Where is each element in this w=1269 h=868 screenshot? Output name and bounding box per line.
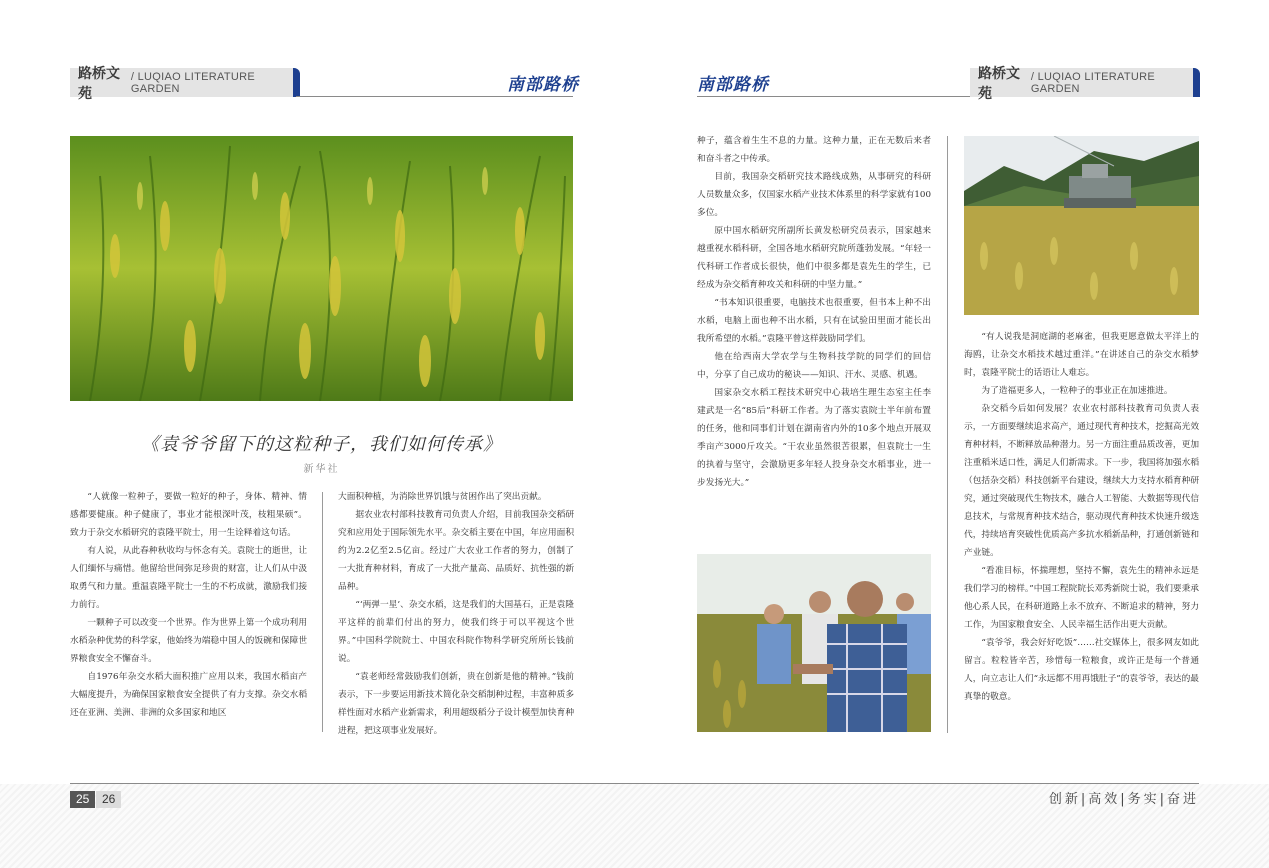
column-divider [322, 492, 323, 732]
left-section-tab-title: 路桥文苑 [78, 65, 120, 102]
left-header-rule [296, 96, 573, 97]
right-section-tab-subtitle: / LUQIAO LITERATURE GARDEN [1030, 70, 1155, 95]
paragraph: “‘两弹一星’、杂交水稻，这是我们的大国基石，正是袁隆平这样的前辈们付出的努力，使我们终于可以平视这个世界。”中国科学院院士、中国农科院作物科学研究所所长钱前说。 [338, 600, 574, 664]
right-section-tab-title: 路桥文苑 [978, 65, 1020, 102]
paragraph: 种子，蕴含着生生不息的力量。这种力量，正在无数后来者和奋斗者之中传承。 [697, 136, 931, 164]
article-column-4 [964, 328, 1199, 706]
harvester-photo [964, 136, 1199, 315]
paragraph: “人就像一粒种子，要做一粒好的种子，身体、精神、情感都要健康。种子健康了，事业才能根深叶茂，枝粗果硕”。致力于杂交水稻研究的袁隆平院士，用一生诠释着这句话。 [70, 492, 307, 538]
footer-rule [70, 783, 1199, 784]
article-column-2 [338, 488, 574, 740]
right-brand-logo: 南部路桥 [697, 75, 769, 95]
left-tab-accent [293, 68, 300, 97]
article-byline: 新华社 [303, 464, 340, 475]
paragraph: 原中国水稻研究所副所长黄发松研究员表示，国家越来越重视水稻科研，全国各地水稻研究院所蓬勃发展。“年轻一代科研工作者成长很快，他们中很多都是袁先生的学生，已经成为杂交稻育种攻关和科研的中坚力量。” [697, 226, 931, 290]
column-divider [947, 136, 948, 733]
paragraph: 国家杂交水稻工程技术研究中心栽培生理生态室主任李建武是一名“85后”科研工作者。为了落实袁院士半年前布置的任务，他和同事们计划在湖南省内外的10多个地点开展双季亩产3000斤攻关。“干农业虽然很苦很累，但袁院士一生的执着与坚守，会激励更多年轻人投身杂交水稻事业，进一步发扬光大。” [697, 388, 931, 488]
people-in-field-photo [697, 554, 931, 732]
paragraph: 大面积种植，为消除世界饥饿与贫困作出了突出贡献。 [338, 492, 547, 502]
rice-field-photo [70, 136, 573, 401]
page-number-left: 25 [70, 791, 95, 808]
article-column-1 [70, 488, 307, 722]
left-section-tab-subtitle: / LUQIAO LITERATURE GARDEN [130, 70, 255, 95]
article-column-3 [697, 132, 931, 492]
right-section-tab [970, 65, 1196, 102]
paragraph: 为了造福更多人，一粒种子的事业正在加速推进。 [981, 386, 1173, 396]
paragraph: “袁爷爷，我会好好吃饭”……社交媒体上，很多网友如此留言。粒粒皆辛苦，珍惜每一粒粮食，或许正是每一个普通人，向立志让人们“永远都不用再饿肚子”的袁爷爷，表达的最真挚的敬意。 [964, 638, 1199, 702]
footer-motto: 创新|高效|务实|奋进 [1048, 792, 1199, 807]
article-title: 《袁爷爷留下的这粒种子，我们如何传承》 [141, 434, 502, 455]
right-header-rule [697, 96, 972, 97]
paragraph: 一颗种子可以改变一个世界。作为世界上第一个成功利用水稻杂种优势的科学家，他始终为端稳中国人的饭碗和保障世界粮食安全不懈奋斗。 [70, 618, 307, 664]
paragraph: “看准目标，怀揣理想，坚持不懈，袁先生的精神永远是我们学习的榜样。”中国工程院院长邓秀新院士说，我们要秉承他心系人民，在科研道路上永不放弃、不断追求的精神，努力工作，为国家粮食安全、人民幸福生活作出更大贡献。 [964, 566, 1199, 630]
paragraph: 据农业农村部科技教育司负责人介绍，目前我国杂交稻研究和应用处于国际领先水平。杂交稻主要在中国，年应用面积约为2.2亿至2.5亿亩。经过广大农业工作者的努力，创制了一大批育种材料，育成了一大批产量高、品质好、抗性强的新品种。 [338, 510, 574, 592]
paragraph: “有人说我是洞庭湖的老麻雀，但我更愿意做太平洋上的海鸥，让杂交水稻技术越过重洋。”在讲述自己的杂交水稻梦时，袁隆平院士的话语让人难忘。 [964, 332, 1199, 378]
paragraph: 他在给西南大学农学与生物科技学院的同学们的回信中，分享了自己成功的秘诀——知识、汗水、灵感、机遇。 [697, 352, 931, 380]
paragraph: 杂交稻今后如何发展？农业农村部科技教育司负责人表示，一方面要继续追求高产，通过现代育种技术，挖掘高光效育种材料，不断释放品种潜力。另一方面注重品质改善，更加注重稻米适口性，满足人们新需求。下一步，我国将加强水稻（包括杂交稻）科技创新平台建设，继续大力支持水稻育种研究，通过突破现代生物技术，融合人工智能、大数据等现代信息技术，与常规育种技术结合，驱动现代育种技术快速升级迭代，持续培育突破性优质高产多抗水稻新品种，打通创新链和产业链。 [964, 404, 1199, 558]
page-number-right: 26 [96, 791, 121, 808]
paragraph: “书本知识很重要，电脑技术也很重要，但书本上种不出水稻，电脑上面也种不出水稻，只有在试验田里面才能长出我所希望的水稻。”袁隆平曾这样鼓励同学们。 [697, 298, 931, 344]
left-brand-logo: 南部路桥 [507, 75, 579, 95]
paragraph: 自1976年杂交水稻大面积推广应用以来，我国水稻亩产大幅度提升，为确保国家粮食安全提供了有力支撑。杂交水稻还在亚洲、美洲、非洲的众多国家和地区 [70, 672, 307, 718]
paragraph: “袁老师经常鼓励我们创新，贵在创新是他的精神。”钱前表示，下一步要运用新技术简化杂交稻制种过程，丰富种质多样性面对水稻产业新需求，利用超级稻分子设计模型加快育种进程，把这项事业发展好。 [338, 672, 574, 736]
right-tab-accent [1193, 68, 1200, 97]
left-section-tab [70, 65, 296, 102]
paragraph: 有人说，从此春种秋收均与怀念有关。袁院士的逝世，让人们缅怀与痛惜。他留给世间弥足珍贵的财富，让人们从中汲取勇气和力量。重温袁隆平院士一生的不朽成就，激励我们接力前行。 [70, 546, 307, 610]
paragraph: 目前，我国杂交稻研究技术路线成熟，从事研究的科研人员数量众多，仅国家水稻产业技术体系里的科学家就有100多位。 [697, 172, 931, 218]
